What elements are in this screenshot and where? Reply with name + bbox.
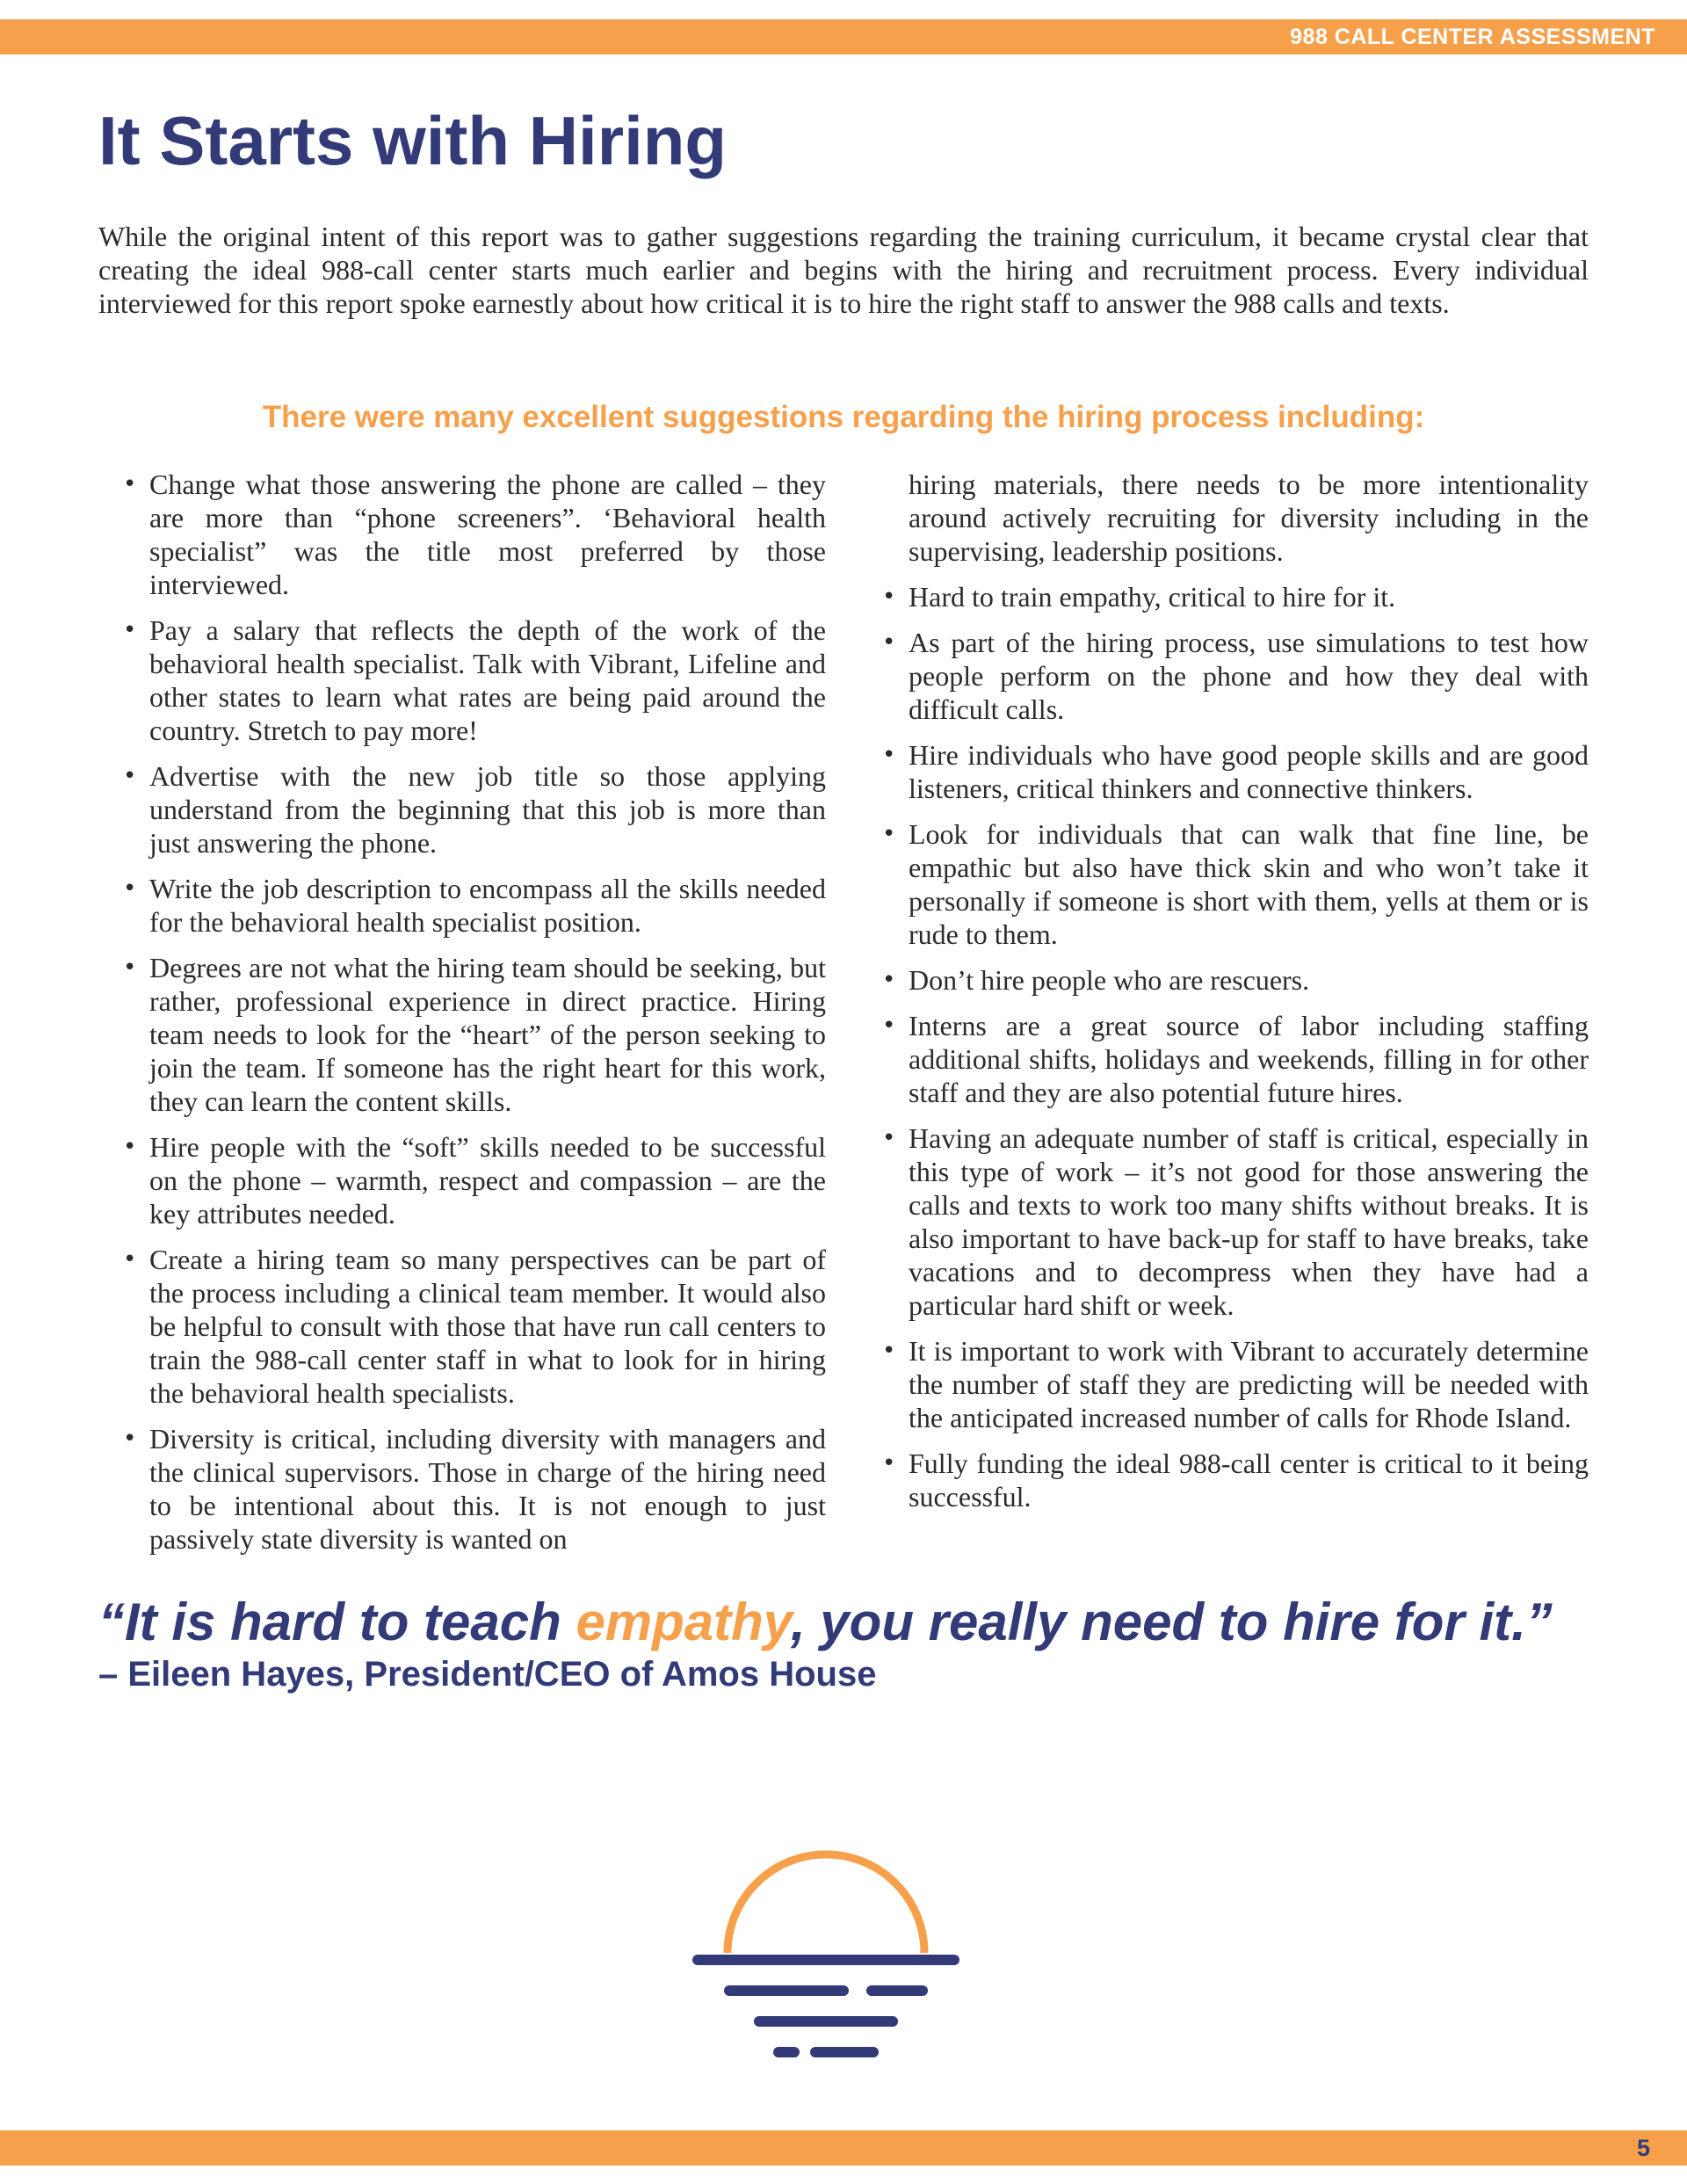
pull-quote <box>98 1589 1553 1656</box>
quote-text-end: , you really need to hire for it.” <box>790 1593 1553 1651</box>
list-item-continuation: hiring materials, there needs to be more intentionality around actively recruiting for diversity including in the supervising, leadership positions. <box>909 468 1589 567</box>
list-item: • Advertise with the new job title so those applying understand from the beginning that this job is more than just answering the phone. <box>123 759 826 860</box>
quote-attribution: – Eileen Hayes, President/CEO of Amos House <box>98 1655 877 1694</box>
list-item: • Write the job description to encompass all the skills needed for the behavioral health specialist position. <box>123 872 826 939</box>
list-item: • Having an adequate number of staff is critical, especially in this type of work – it’s not good for those answering the calls and texts to work too many shifts without breaks. It is also important to have back-up for staff to have breaks, take vacations and to decompress when they have had a particular hard shift or week. <box>882 1121 1589 1322</box>
intro-paragraph: While the original intent of this report was to gather suggestions regarding the training curriculum, it became crystal clear that creating the ideal 988-call center starts much earlier and begins with the hiring and recruitment process. Every individual interviewed for this report spoke earnestly about how critical it is to hire the right staff to answer the 988 calls and texts. <box>98 221 1589 319</box>
list-item: • Look for individuals that can walk that fine line, be empathic but also have thick skin and who won’t take it personally if someone is short with them, yells at them or is rude to them. <box>882 817 1589 951</box>
header-band <box>0 19 1687 54</box>
section-subheading: There were many excellent suggestions regarding the hiring process including: <box>262 400 1425 434</box>
list-item: • Pay a salary that reflects the depth of the work of the behavioral health specialist. Talk with Vibrant, Lifeline and other states to learn what rates are being paid around the country. Stretch to pay more! <box>123 613 826 747</box>
list-item: • Don’t hire people who are rescuers. <box>882 963 1589 997</box>
list-item: • Hire individuals who have good people skills and are good listeners, critical thinkers and connective thinkers. <box>882 738 1589 805</box>
list-item: • Interns are a great source of labor including staffing additional shifts, holidays and weekends, filling in for other staff and they are also potential future hires. <box>882 1009 1589 1109</box>
report-title-label: 988 CALL CENTER ASSESSMENT <box>1290 25 1655 49</box>
footer-band <box>0 2130 1687 2166</box>
suggestions-list-right <box>882 468 1589 1526</box>
list-item: • Diversity is critical, including diversity with managers and the clinical supervisors. Those in charge of the hiring need to be intentional about this. It is not enough to just passively state diversity is wanted on <box>123 1422 826 1556</box>
page-number: 5 <box>1636 2135 1650 2161</box>
list-item: • Fully funding the ideal 988-call center is critical to it being successful. <box>882 1447 1589 1513</box>
list-item: • Hard to train empathy, critical to hire for it. <box>882 580 1589 613</box>
page-title: It Starts with Hiring <box>98 102 728 179</box>
quote-text-start: “It is hard to teach <box>98 1593 576 1651</box>
suggestions-list-left <box>123 468 826 1568</box>
sunset-over-water-icon <box>685 1846 967 2083</box>
list-item: • Hire people with the “soft” skills needed to be successful on the phone – warmth, respect and compassion – are the key attributes needed. <box>123 1130 826 1230</box>
list-item: • As part of the hiring process, use simulations to test how people perform on the phone and how they deal with difficult calls. <box>882 626 1589 726</box>
list-item: • It is important to work with Vibrant to accurately determine the number of staff they are predicting will be needed with the anticipated increased number of calls for Rhode Island. <box>882 1334 1589 1434</box>
list-item: • Create a hiring team so many perspectives can be part of the process including a clinical team member. It would also be helpful to consult with those that have run call centers to train the 988-call center staff in what to look for in hiring the behavioral health specialists. <box>123 1243 826 1410</box>
sun-arc <box>728 1854 924 1953</box>
quote-highlight: empathy <box>576 1593 791 1651</box>
list-item: • Change what those answering the phone are called – they are more than “phone screeners”. ‘Behavioral health specialist” was the title most preferred by those interviewed. <box>123 468 826 601</box>
list-item: • Degrees are not what the hiring team should be seeking, but rather, professional experience in direct practice. Hiring team needs to look for the “heart” of the person seeking to join the team. If someone has the right heart for this work, they can learn the content skills. <box>123 951 826 1118</box>
